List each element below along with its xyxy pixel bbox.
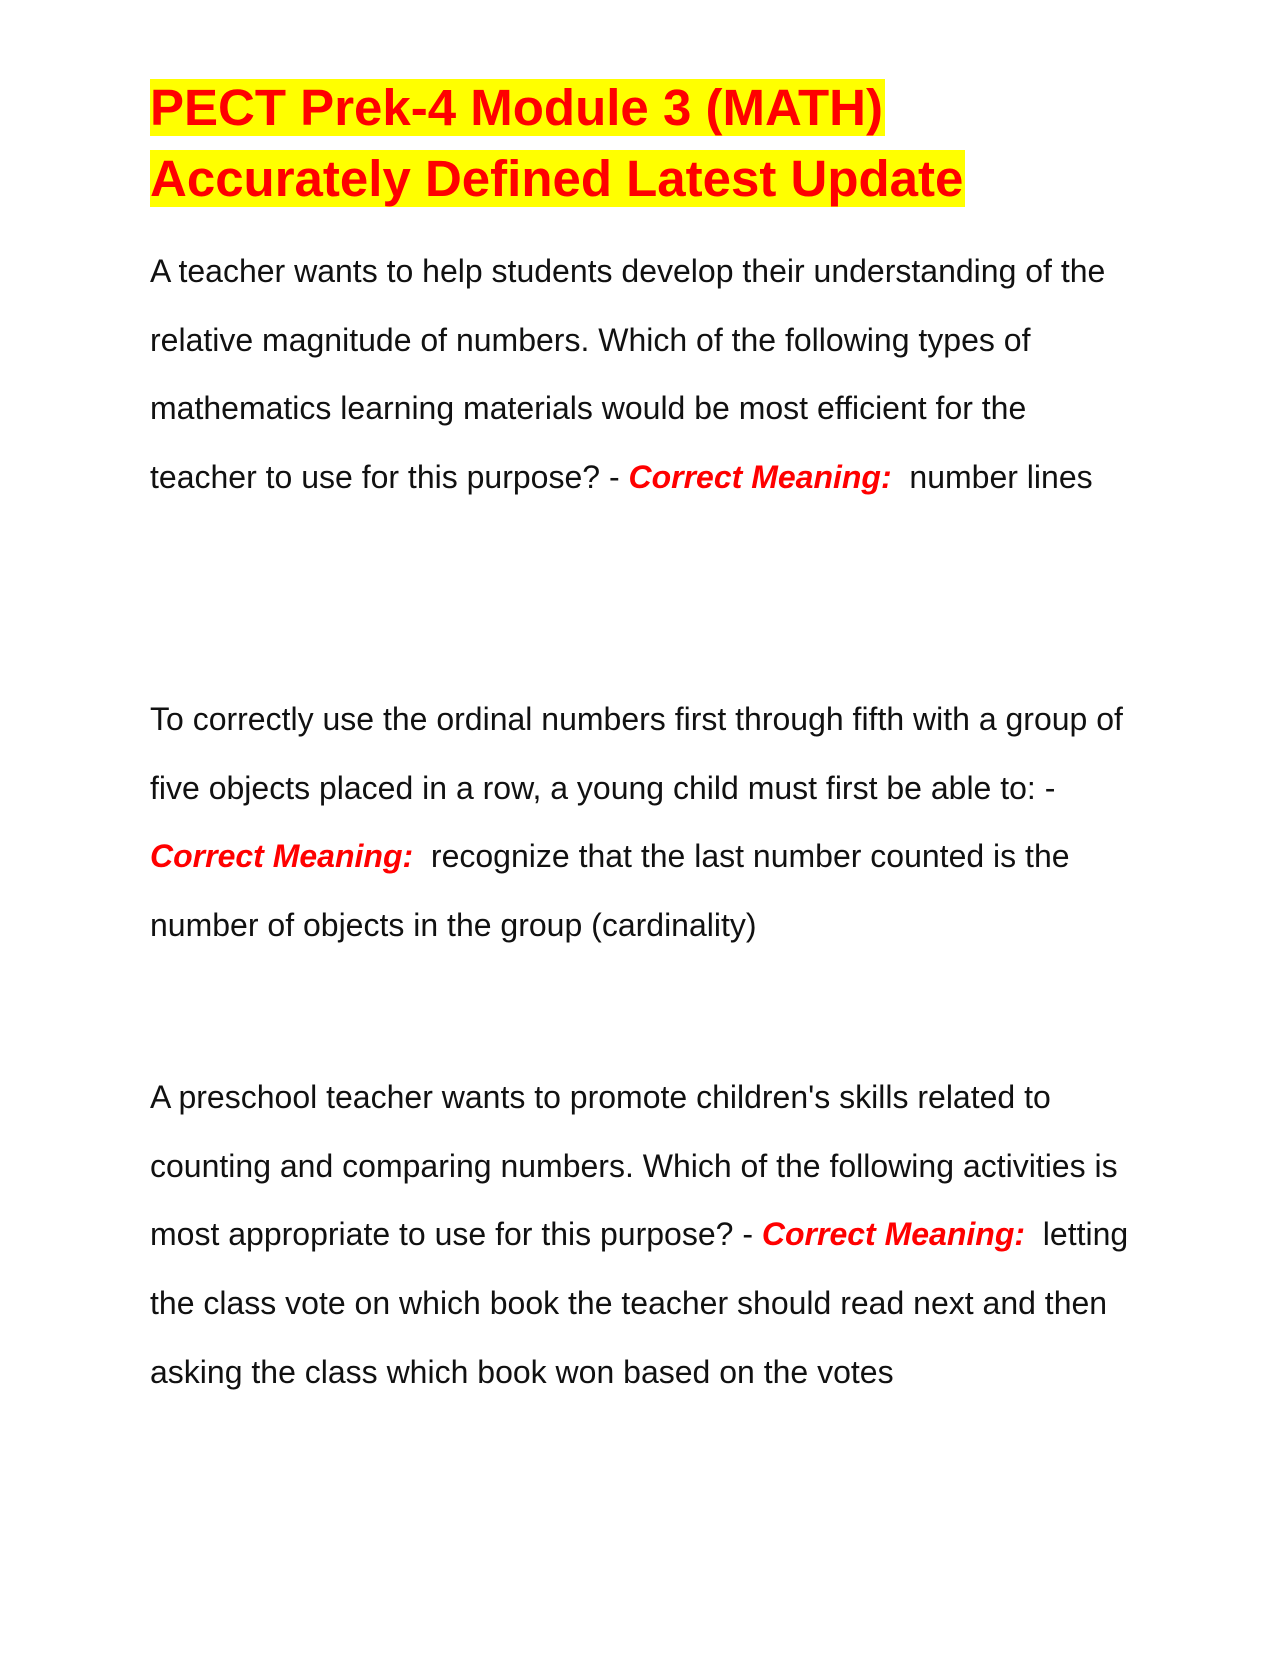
question-text: A preschool teacher wants to promote children's skills related to counting and comparing numbers. Which of the following activities is most appropriate to use for this purpose? (150, 1079, 1118, 1253)
answer-label: Correct Meaning: (628, 459, 892, 496)
separator: - (733, 1216, 762, 1253)
qa-item (150, 237, 1140, 512)
answer-text: recognize that the last number counted is the number of objects in the group (cardinality) (150, 838, 1070, 944)
qa-item (150, 1063, 1140, 1407)
title-line-1: PECT Prek-4 Module 3 (MATH) (150, 79, 883, 136)
answer-label: Correct Meaning: (761, 1216, 1026, 1253)
separator: - (600, 459, 629, 496)
separator: - (1035, 769, 1056, 806)
answer-text: number lines (909, 459, 1093, 496)
answer-label: Correct Meaning: (150, 838, 414, 875)
answer-text: letting the class vote on which book the teacher should read next and then asking the class which book won based on the votes (150, 1216, 1129, 1390)
document-title (150, 72, 1150, 214)
title-line-2: Accurately Defined Latest Update (150, 150, 964, 207)
question-text: A teacher wants to help students develop their understanding of the relative magnitude of numbers. Which of the following types of mathematics learning materials would be most efficient for the teacher to use for this purpose? (150, 253, 1106, 496)
question-text: To correctly use the ordinal numbers first through fifth with a group of five objects placed in a row, a young child must first be able to: (150, 701, 1123, 806)
qa-item (150, 685, 1140, 960)
